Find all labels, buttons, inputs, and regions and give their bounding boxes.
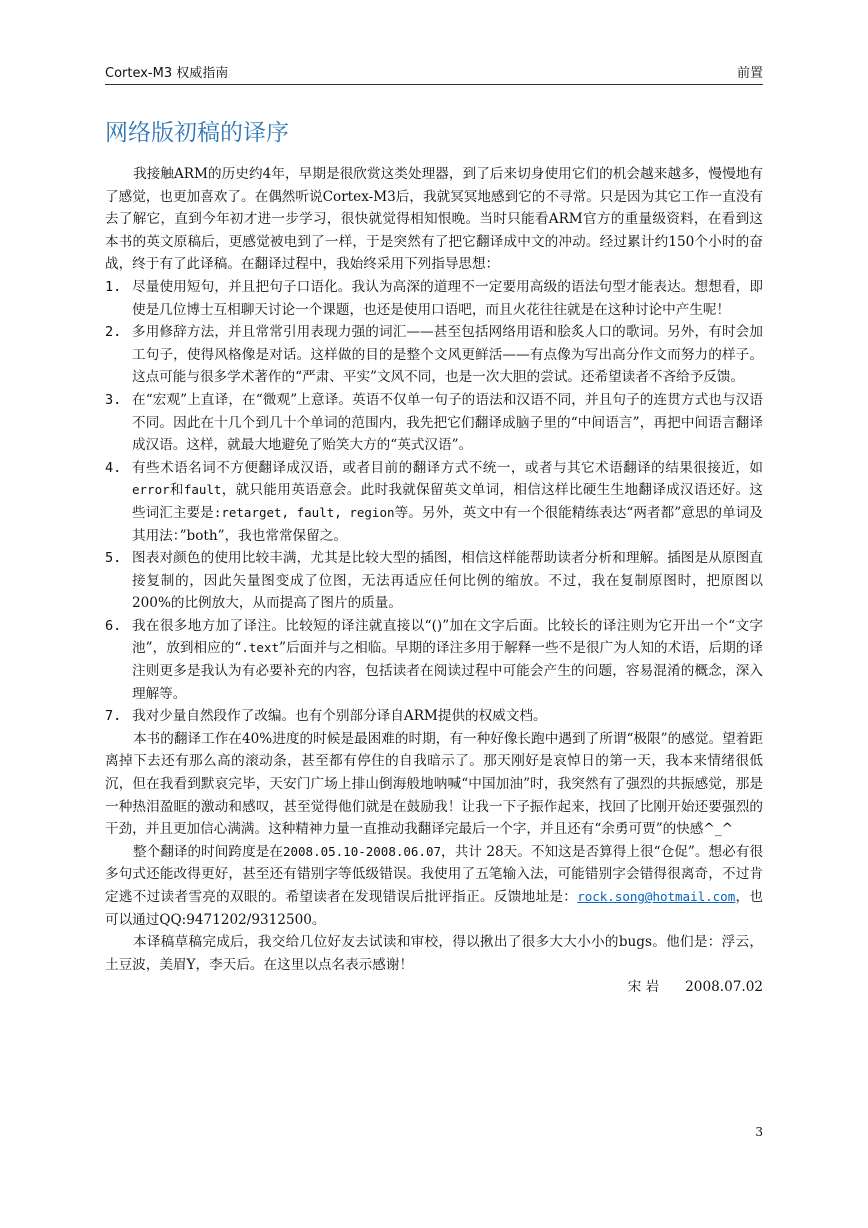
list-text: 有些术语名词不方便翻译成汉语，或者目前的翻译方式不统一，或者与其它术语翻译的结果很接近，如 bbox=[132, 459, 763, 476]
page-title: 网络版初稿的译序 bbox=[105, 120, 289, 146]
code-term: .text bbox=[241, 640, 279, 656]
date-range: 2008.05.10-2008.06.07 bbox=[282, 843, 442, 859]
list-text: 多用修辞方法，并且常常引用表现力强的词汇——甚至包括网络用语和脍炙人口的歌词。另外，有时会加工句子，使得风格像是对话。这样做的目的是整个文风更鲜活——有点像为写出高分作文而努力的样子。这点可能与很多学术著作的“严肃、平实”文风不同，也是一次大胆的尝试。还希望读者不吝给予反馈。 bbox=[132, 324, 763, 386]
list-text: 等。另外，英文中有一个很能精练表达“两者都”意思的单词及其用法：”both”，我也常常保留之。 bbox=[132, 504, 763, 544]
code-term: :retarget, fault, region bbox=[213, 504, 395, 520]
list-text: ”后面并与之相临。早期的译注多用于解释一些不是很广为人知的术语，后期的译注则更多是我认为有必要补充的内容，包括读者在阅读过程中可能会产生的问题，容易混淆的概念，深入理解等。 bbox=[132, 640, 763, 702]
document-body bbox=[105, 163, 763, 999]
list-item bbox=[105, 615, 763, 705]
list-number: 6. bbox=[105, 617, 122, 634]
list-item bbox=[105, 321, 763, 389]
page-header bbox=[105, 62, 763, 82]
paragraph-thanks: 本译稿草稿完成后，我交给几位好友去试读和审校，得以揪出了很多大大小小的bugs。他们是：浮云，土豆波，美眉Y，李天后。在这里以点名表示感谢！ bbox=[105, 934, 763, 973]
page-number: 3 bbox=[755, 1125, 763, 1139]
list-text: 尽量使用短句，并且把句子口语化。我认为高深的道理不一定要用高级的语法句型才能表达。想想看，即使是几位博士互相聊天讨论一个课题，也还是使用口语吧，而且火花往往就是在这种讨论中产生呢！ bbox=[132, 278, 763, 318]
list-text: 图表对颜色的使用比较丰满，尤其是比较大型的插图，相信这样能帮助读者分析和理解。插图是从原图直接复制的，因此矢量图变成了位图，无法再适应任何比例的缩放。不过，我在复制原图时，把原图以200%的比例放大，从而提高了图片的质量。 bbox=[132, 550, 763, 612]
timeline-text: ，共计 28天。不知这是否算得上很“仓促”。想必有很多句式还能改得更好，甚至还有错别字等低级错误。我使用了五笔输入法，可能错别字会错得很离奇，不过肯定逃不过读者雪亮的双眼的。希望读者在发现错误后批评指正。反馈地址是： bbox=[105, 843, 763, 905]
list-text: 我在很多地方加了译注。比较短的译注就直接以“()”加在文字后面。比较长的译注则为它开出一个“文字池”，放到相应的“ bbox=[132, 617, 763, 657]
list-number: 5. bbox=[105, 550, 122, 567]
list-text: 在“宏观”上直译，在“微观”上意译。英语不仅单一句子的语法和汉语不同，并且句子的连贯方式也与汉语不同。因此在十几个到几十个单词的范围内，我先把它们翻译成脑子里的“中间语言”，再把中间语言翻译成汉语。这样，就最大地避免了贻笑大方的“英式汉语”。 bbox=[132, 391, 763, 454]
list-item bbox=[105, 276, 763, 321]
list-item bbox=[105, 705, 763, 728]
header-book-title: Cortex-M3 权威指南 bbox=[105, 66, 229, 81]
list-text: 我对少量自然段作了改编。也有个别部分译自ARM提供的权威文档。 bbox=[132, 708, 547, 725]
intro-paragraph: 我接触ARM的历史约4年，早期是很欣赏这类处理器，到了后来切身使用它们的机会越来越多，慢慢地有了感觉，也更加喜欢了。在偶然听说Cortex-M3后，我就冥冥地感到它的不寻常。只是因为其它工作一直没有去了解它，直到今年初才进一步学习，很快就觉得相知恨晚。当时只能看ARM官方的重量级资料，在看到这本书的英文原稿后，更感觉被电到了一样，于是突然有了把它翻译成中文的冲动。经过累计约150个小时的奋战，终于有了此译稿。在翻译过程中，我始终采用下列指导思想： bbox=[105, 166, 763, 273]
paragraph-difficulty: 本书的翻译工作在40%进度的时候是最困难的时期，有一种好像长跑中遇到了所谓“极限”的感觉。望着距离掉下去还有那么高的滚动条，甚至都有停住的自我暗示了。那天刚好是哀悼日的第一天，我本来情绪很低沉，但在我看到默哀完毕，天安门广场上排山倒海般地呐喊“中国加油”时，我突然有了强烈的共振感觉，那是一种热泪盈眶的激动和感叹，甚至觉得他们就是在鼓励我！让我一下子振作起来，找回了比刚开始还要强烈的干劲，并且更加信心满满。这种精神力量一直推动我翻译完最后一个字，并且还有“余勇可贾”的快感^_^ bbox=[105, 730, 763, 838]
list-number: 2. bbox=[105, 324, 122, 341]
list-item bbox=[105, 457, 763, 547]
list-item bbox=[105, 389, 763, 457]
list-number: 1. bbox=[105, 278, 122, 295]
paragraph-timeline bbox=[105, 841, 763, 931]
list-number: 3. bbox=[105, 391, 122, 408]
list-text: ，就只能用英语意会。此时我就保留英文单词，相信这样比硬生生地翻译成汉语还好。这些词汇主要是 bbox=[132, 482, 764, 521]
list-number: 4. bbox=[105, 459, 122, 476]
principles-list bbox=[105, 276, 763, 728]
list-text: 和 bbox=[169, 482, 184, 499]
header-rule bbox=[105, 84, 763, 85]
list-item bbox=[105, 547, 763, 615]
signature: 宋 岩 2008.07.02 bbox=[627, 979, 763, 996]
timeline-text: 整个翻译的时间跨度是在 bbox=[133, 843, 283, 860]
feedback-email-link[interactable]: rock.song@hotmail.com bbox=[577, 889, 736, 904]
code-term: error bbox=[132, 482, 170, 498]
list-number: 7. bbox=[105, 708, 122, 725]
header-section: 前置 bbox=[736, 66, 763, 81]
timeline-text: ，也可以通过QQ:9471202/9312500。 bbox=[105, 889, 764, 928]
code-term: fault bbox=[183, 482, 222, 498]
